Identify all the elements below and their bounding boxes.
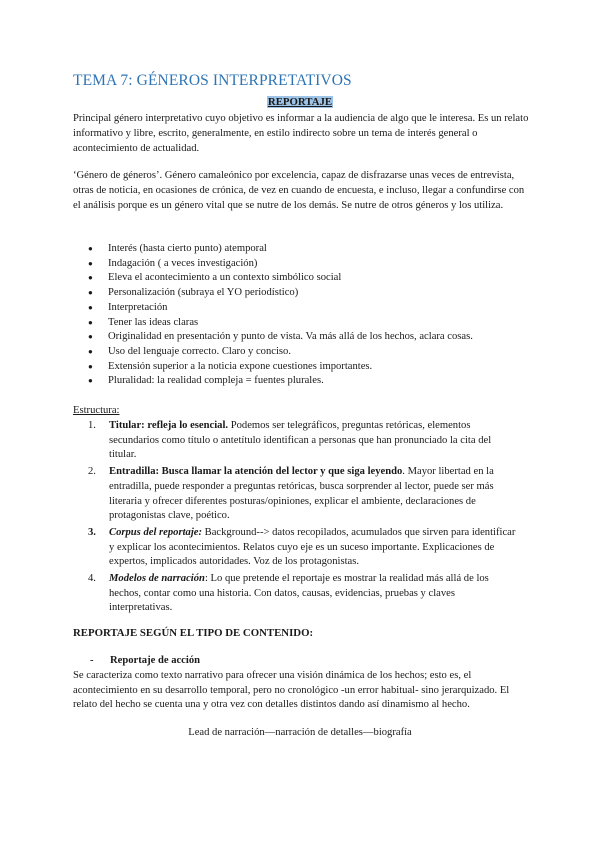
structure-list — [88, 419, 518, 618]
type-item-label: Reportaje de acción — [110, 655, 201, 666]
item-number: 4. — [88, 573, 96, 585]
item-text: Background--> datos recopilados, acumulados que sirven para identificar y explicar los acontecimientos. Relatos cuyo eje es un suceso importante. Explicaciones de expertos, implicados autoridades. Voz de los protagonistas. — [109, 526, 516, 568]
structure-item — [88, 419, 518, 463]
list-item: ● Pluralidad: la realidad compleja = fuentes plurales. — [88, 374, 473, 389]
list-item: ● Indagación ( a veces investigación) — [88, 257, 473, 272]
page-title: TEMA 7: GÉNEROS INTERPRETATIVOS — [73, 72, 352, 89]
genre-paragraph: ‘Género de géneros’. Género camaleónico por excelencia, capaz de disfrazarse unas veces de entrevista, otras de noticia, en ocasiones de crónica, de vez en cuando de encuesta, e incluso, llegar a confundirse con el análisis porque es un género vital que se nutre de los demás. Se nutre de otros géneros y los utiliza. — [73, 170, 525, 211]
structure-heading: Estructura: — [73, 405, 120, 416]
list-item: ● Originalidad en presentación y punto de vista. Va más allá de los hechos, aclara cosas. — [88, 330, 473, 345]
structure-item — [88, 465, 518, 524]
list-item: ● Extensión superior a la noticia expone cuestiones importantes. — [88, 360, 473, 375]
list-item: ● Uso del lenguaje correcto. Claro y conciso. — [88, 345, 473, 360]
dash-marker: - — [90, 655, 94, 666]
item-number: 1. — [88, 420, 96, 431]
section-heading-reportaje: REPORTAJE — [267, 96, 333, 108]
item-lead: Corpus del reportaje: — [109, 526, 202, 538]
list-item: ● Personalización (subraya el YO periodístico) — [88, 286, 473, 301]
item-text: : Lo que pretende el reportaje es mostrar la realidad más allá de los hechos, contar como una historia. Con datos, causas, evidencias, pruebas y claves interpretativas. — [109, 573, 489, 614]
item-lead: Entradilla: Busca llamar la atención del lector y que siga leyendo — [109, 466, 403, 478]
content-types-heading: REPORTAJE SEGÚN EL TIPO DE CONTENIDO: — [73, 627, 314, 639]
item-lead: Modelos de narración — [109, 573, 205, 585]
structure-item — [88, 526, 518, 570]
item-text: Podemos ser telegráficos, preguntas retóricas, elementos secundarios como título o antetítulo identifican a personas que han pronunciado la cita del titular. — [109, 420, 492, 461]
action-report-paragraph: Se caracteriza como texto narrativo para ofrecer una visión dinámica de los hechos; esto es, el acontecimiento en su desarrollo temporal, pero no cronológico -un error habitual- sino jerarquizado. El relato del hecho se cuenta una y otra vez con detalles distintos dando así dinamismo al hecho. — [73, 670, 510, 710]
intro-paragraph: Principal género interpretativo cuyo objetivo es informar a la audiencia de algo que le interesa. Es un relato informativo y libre, escrito, generalmente, en estilo indirecto sobre un tema de interés general o acontecimiento de actualidad. — [73, 113, 529, 154]
lead-line: Lead de narración—narración de detalles—biografía — [188, 727, 412, 738]
item-lead: Titular: refleja lo esencial. — [109, 420, 229, 431]
structure-item — [88, 572, 518, 616]
list-item: ● Interpretación — [88, 301, 473, 316]
list-item: ● Eleva el acontecimiento a un contexto simbólico social — [88, 271, 473, 286]
list-item: ● Interés (hasta cierto punto) atemporal — [88, 242, 473, 257]
item-number: 3. — [88, 526, 96, 538]
features-list — [88, 242, 473, 389]
item-text: . Mayor libertad en la entradilla, puede responder a preguntas retóricas, busca sorprender al lector, puede ser más literaria y ofrecer diferentes posturas/opiniones, explicar el ambiente, declaraciones de protagonistas clave, poético. — [109, 466, 494, 522]
list-item: ● Tener las ideas claras — [88, 316, 473, 331]
item-number: 2. — [88, 466, 96, 478]
